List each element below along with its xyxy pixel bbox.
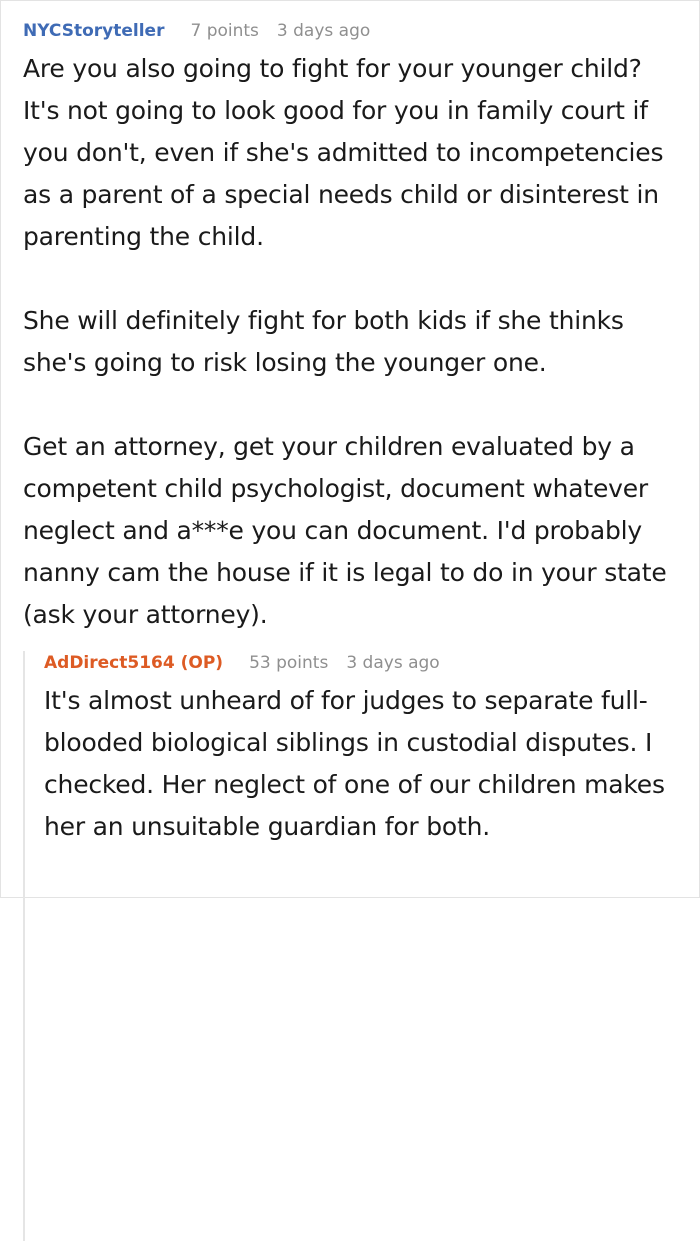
reply-comment — [44, 651, 674, 848]
comment-body — [23, 48, 683, 636]
reply-paragraph: It's almost unheard of for judges to separate full-blooded biological siblings in custodial disputes. I checked. Her neglect of one of our children makes her an unsuitable guardian for both. — [44, 686, 665, 841]
reply-meta — [44, 651, 674, 675]
reply-points: 53 points — [249, 653, 329, 673]
comment-meta — [23, 19, 683, 43]
comment — [23, 19, 683, 636]
reply-author-link[interactable]: AdDirect5164 (OP) — [44, 653, 224, 673]
comment-timestamp: 3 days ago — [276, 21, 371, 41]
reply-timestamp: 3 days ago — [346, 653, 440, 673]
comment-author-link[interactable]: NYCStoryteller — [23, 21, 165, 41]
comment-points: 7 points — [190, 21, 259, 41]
reply-thread-line — [23, 651, 685, 1241]
comment-paragraph: She will definitely fight for both kids if she thinks she's going to risk losing the younger one. — [23, 306, 624, 377]
reply-body — [44, 680, 674, 848]
comment-paragraph: Get an attorney, get your children evaluated by a competent child psychologist, document whatever neglect and a***e you can document. I'd probably nanny cam the house if it is legal to do in your state (ask your attorney). — [23, 432, 667, 629]
comment-paragraph: Are you also going to fight for your younger child? It's not going to look good for you in family court if you don't, even if she's admitted to incompetencies as a parent of a special needs child or disinterest in parenting the child. — [23, 54, 664, 251]
